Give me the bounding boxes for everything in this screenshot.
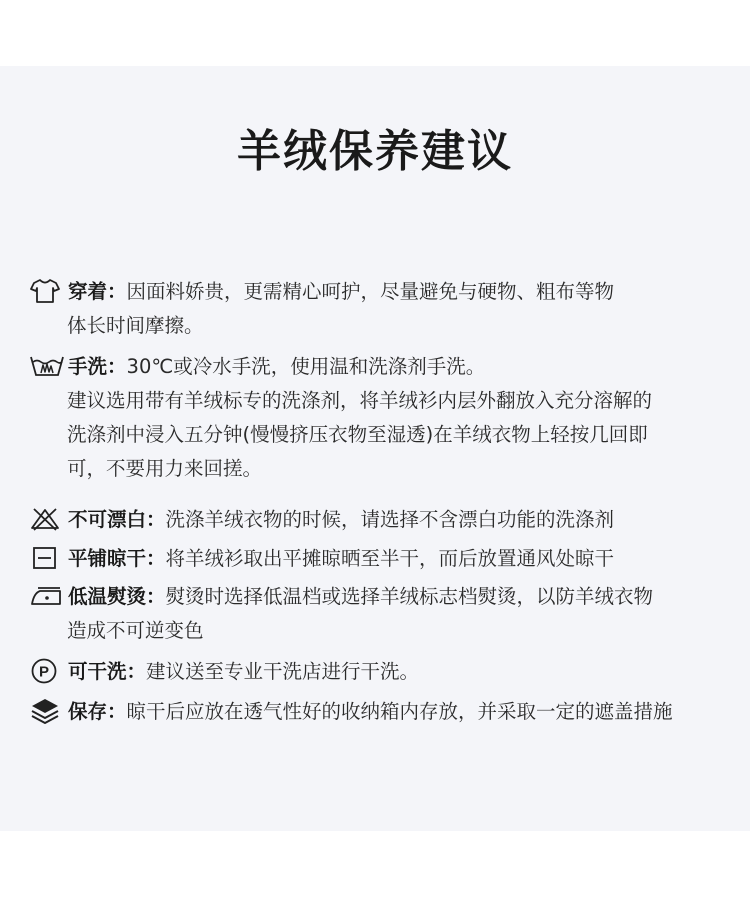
section-text: 建议送至专业干洗店进行干洗。: [146, 660, 420, 683]
section-wearing: 穿着：因面料娇贵，更需精心呵护，尽量避免与硬物、粗布等物 体长时间摩擦。: [30, 275, 742, 343]
no-bleach-icon: [30, 507, 62, 531]
section-text: 30℃或冷水手洗，使用温和洗涤剂手洗。: [126, 355, 486, 378]
section-dry-flat: 平铺晾干：将羊绒衫取出平摊晾晒至半干，而后放置通风处晾干: [30, 542, 742, 576]
section-dry-clean: P 可干洗：建议送至专业干洗店进行干洗。: [30, 655, 742, 689]
svg-text:P: P: [38, 663, 50, 680]
section-label: 手洗: [68, 355, 108, 378]
section-text: 可，不要用力来回搓。: [67, 457, 263, 480]
page-title: 羊绒保养建议: [237, 126, 513, 177]
section-label: 平铺晾干: [68, 547, 147, 570]
low-iron-icon: [30, 585, 62, 607]
section-text: 洗涤剂中浸入五分钟(慢慢挤压衣物至湿透)在羊绒衣物上轻按几回即: [67, 423, 648, 446]
dry-flat-icon: [30, 546, 62, 570]
dry-clean-icon: [30, 657, 62, 685]
section-text: 造成不可逆变色: [67, 619, 204, 642]
layers-icon: [30, 697, 62, 725]
section-label: 低温熨烫: [68, 585, 147, 608]
section-label: 不可漂白: [68, 508, 147, 531]
section-handwash: 手洗：30℃或冷水手洗，使用温和洗涤剂手洗。 建议选用带有羊绒标专的洗涤剂，将羊绒衫内层外翻放入充分溶解的 洗涤剂中浸入五分钟(慢慢挤压衣物至湿透)在羊绒衣物上轻按几回即 可，不要用力来回搓。: [30, 350, 742, 486]
section-text: 体长时间摩擦。: [67, 314, 204, 337]
hand-wash-icon: [30, 353, 62, 379]
section-label: 保存: [68, 700, 108, 723]
section-text: 将羊绒衫取出平摊晾晒至半干，而后放置通风处晾干: [165, 547, 615, 570]
section-text: 建议选用带有羊绒标专的洗涤剂，将羊绒衫内层外翻放入充分溶解的: [67, 389, 653, 412]
section-text: 因面料娇贵，更需精心呵护，尽量避免与硬物、粗布等物: [126, 280, 615, 303]
section-label: 穿着: [68, 280, 108, 303]
tshirt-icon: [30, 278, 62, 304]
section-text: 晾干后应放在透气性好的收纳箱内存放，并采取一定的遮盖措施: [126, 700, 673, 723]
section-text: 洗涤羊绒衣物的时候，请选择不含漂白功能的洗涤剂: [165, 508, 615, 531]
section-low-iron: 低温熨烫：熨烫时选择低温档或选择羊绒标志档熨烫，以防羊绒衣物 造成不可逆变色: [30, 580, 742, 648]
section-text: 熨烫时选择低温档或选择羊绒标志档熨烫，以防羊绒衣物: [165, 585, 654, 608]
section-storage: 保存：晾干后应放在透气性好的收纳箱内存放，并采取一定的遮盖措施: [30, 695, 742, 729]
section-label: 可干洗: [68, 660, 127, 683]
section-no-bleach: 不可漂白：洗涤羊绒衣物的时候，请选择不含漂白功能的洗涤剂: [30, 503, 742, 537]
